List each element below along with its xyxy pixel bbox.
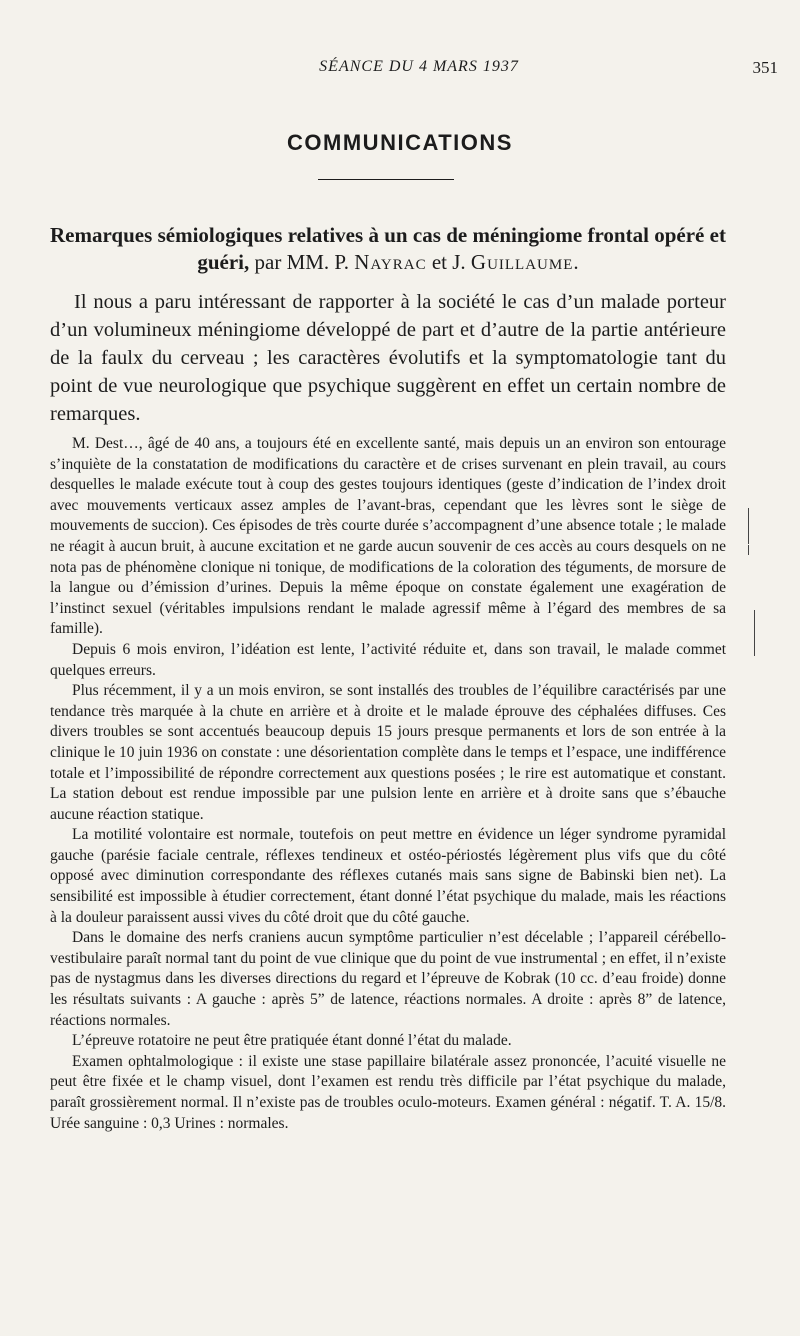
section-divider [318, 179, 454, 180]
case-paragraph-equilibrium: Plus récemment, il y a un mois environ, se sont installés des troubles de l’équilibre caractérisés par une tendance très marquée à la chute en arrière et à droite et le malade éprouve des céphalées diffuses. Ces divers troubles se sont accentués beaucoup depuis 15 jours presque permanents et lors de son entrée à la clinique le 10 juin 1936 on constate : une désorientation complète dans le temps et l’espace, une indifférence totale et l’impossibilité de répondre correctement aux questions posées ; le rire est automatique et constant. La station debout est rendue impossible par une pulsion lente en arrière et à droite sans que s’ébauche aucune réaction statique. [50, 682, 726, 823]
case-paragraph-motility: La motilité volontaire est normale, toutefois on peut mettre en évidence un léger syndrome pyramidal gauche (parésie faciale centrale, réflexes tendineux et ostéo-périostés légèrement plus vifs que du côté opposé avec diminution correspondante des réflexes cutanés mais sans signe de Babinski bien net). La sensibilité est impossible à étudier correctement, étant donné l’état psychique du malade, mais les réactions à la douleur paraissent aussi vives du côté droit que du côté gauche. [50, 826, 726, 926]
running-title: SÉANCE DU 4 MARS 1937 [319, 58, 519, 75]
article-title [50, 222, 726, 276]
author-guillaume: Guillaume [470, 250, 574, 274]
running-head [60, 58, 778, 82]
article-byline-and: et J. [426, 250, 471, 274]
margin-line-mark [748, 545, 749, 555]
case-paragraph-cranial-nerves: Dans le domaine des nerfs craniens aucun symptôme particulier n’est décelable ; l’appareil cérébello-vestibulaire paraît normal tant du point de vue clinique que du point de vue instrumental ; en effet, il n’existe pas de nystagmus dans les diverses directions du regard et l’épreuve de Kobrak (10 cc. d’eau froide) donne les résultats suivants : A gauche : après 5” de latence, réactions normales. A droite : après 8” de latence, réactions normales. [50, 929, 726, 1029]
author-nayrac: Nayrac [354, 250, 427, 274]
case-report [50, 434, 726, 1134]
case-paragraph-history: M. Dest…, âgé de 40 ans, a toujours été en excellente santé, mais depuis un an environ son entourage s’inquiète de la constatation de modifications du caractère et de crises survenant en plein travail, au cours desquelles le malade exécute tout à coup des gestes toujours identiques (geste d’indication de l’index droit avec mouvements verticaux assez amples de l’avant-bras, cependant que les lèvres sont le siège de mouvements de succion). Ces épisodes de très courte durée s’accompagnent d’une absence totale ; le malade ne réagit à aucun bruit, à aucune excitation et ne garde aucun souvenir de ces accès au cours desquels on ne nota pas de phénomène clonique ni tonique, de modifications de la coloration des téguments, de morsure de la langue ou d’émission d’urines. Depuis la même époque on constate également une exagération de l’instinct sexuel (véritables impulsions rendant le malade agressif même à l’égard des membres de sa famille). [50, 435, 726, 638]
article-byline-end: . [573, 250, 579, 274]
article-byline-prefix: par MM. P. [249, 250, 355, 274]
page-number: 351 [752, 58, 778, 77]
margin-line-mark [748, 508, 749, 544]
case-paragraph-ideation: Depuis 6 mois environ, l’idéation est lente, l’activité réduite et, dans son travail, le malade commet quelques erreurs. [50, 640, 726, 679]
case-paragraph-ophthalmology: Examen ophtalmologique : il existe une stase papillaire bilatérale assez prononcée, l’acuité visuelle ne peut être fixée et le champ visuel, dont l’examen est rendu très difficile par l’état psychique du malade, paraît grossièrement normal. Il n’existe pas de troubles oculo-moteurs. Examen général : négatif. T. A. 15/8. Urée sanguine : 0,3 Urines : normales. [50, 1052, 726, 1132]
article-intro: Il nous a paru intéressant de rapporter à la société le cas d’un malade porteur d’un volumineux méningiome développé de part et d’autre de la partie antérieure de la faulx du cerveau ; les caractères évolutifs et la symptomatologie tant du point de vue neurologique que psychique suggèrent en effet un certain nombre de remarques. [50, 291, 726, 425]
section-title: COMMUNICATIONS [287, 130, 513, 155]
margin-line-mark [754, 610, 755, 656]
case-paragraph-rotatory-test: L’épreuve rotatoire ne peut être pratiquée étant donné l’état du malade. [72, 1032, 512, 1050]
article-title-text: Remarques sémiologiques relatives à un cas de méningiome frontal opéré et guéri, [50, 223, 726, 274]
